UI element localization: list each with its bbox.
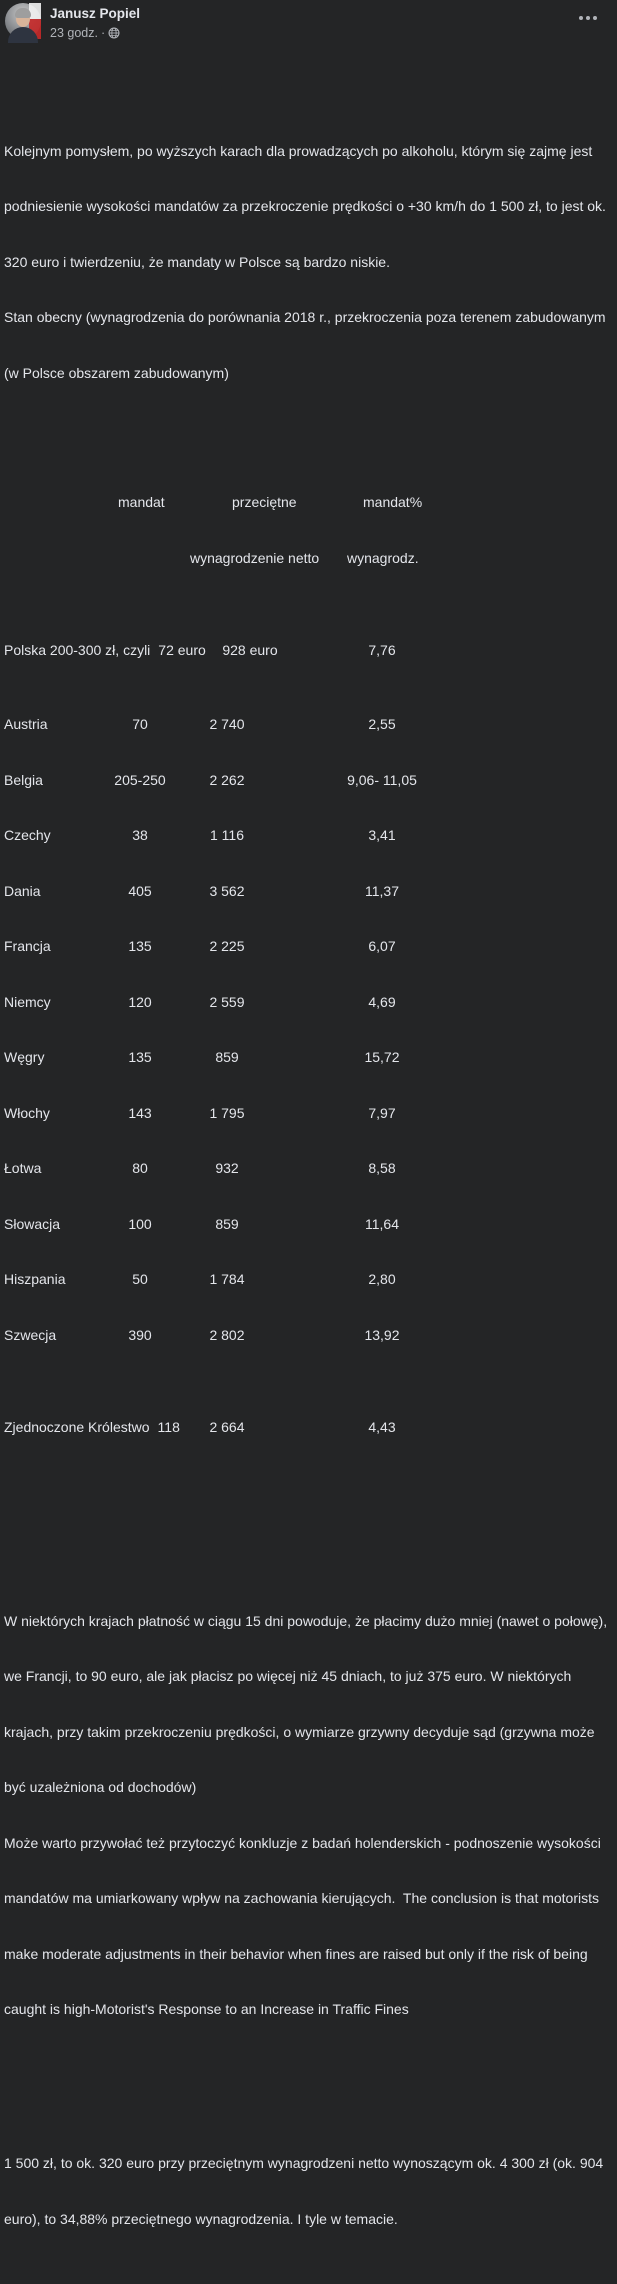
country-cell: Łotwa <box>4 1160 42 1176</box>
fine-percent-cell: 6,07 <box>368 938 396 954</box>
fine-cell: 120 <box>128 993 152 1010</box>
post-text-line: Kolejnym pomysłem, po wyższych karach dla prowadzących po alkoholu, którym się zajmę jest <box>4 142 593 159</box>
meta-separator: · <box>100 26 106 40</box>
column-header-fine: mandat <box>118 494 165 510</box>
post-text <box>4 49 617 2284</box>
fine-cell: 118 <box>157 1419 180 1435</box>
table-row <box>4 1270 617 1289</box>
fine-percent-cell: 11,37 <box>365 882 399 899</box>
country-cell: Węgry <box>4 1049 45 1065</box>
net-salary-cell: 2 262 <box>209 771 245 788</box>
net-salary-cell: 2 664 <box>209 1419 245 1435</box>
net-salary-cell: 2 559 <box>209 993 245 1010</box>
net-salary-cell: 2 802 <box>209 1326 245 1343</box>
table-row <box>4 1104 617 1123</box>
fine-percent-cell: 7,97 <box>368 1104 396 1121</box>
fine-cell: 72 euro <box>158 642 206 658</box>
fine-cell: 405 <box>128 882 152 899</box>
net-salary-cell: 1 116 <box>210 827 244 843</box>
column-header-percent: wynagrodz. <box>347 549 419 566</box>
country-cell: Francja <box>4 938 51 954</box>
country-cell: Niemcy <box>4 993 51 1010</box>
net-salary-cell: 859 <box>215 1049 239 1065</box>
fine-percent-cell: 7,76 <box>368 642 396 658</box>
post-text-line: być uzależniona od dochodów) <box>4 1779 197 1795</box>
post-header <box>0 0 617 46</box>
fine-cell: 70 <box>132 716 148 732</box>
country-cell: Czechy <box>4 827 51 843</box>
post-text-line: krajach, przy takim przekroczeniu prędkości, o wymiarze grzywny decyduje sąd (grzywna może <box>4 1723 595 1740</box>
fine-percent-cell: 9,06- 11,05 <box>347 771 417 788</box>
avatar-hair <box>15 8 31 18</box>
net-salary-cell: 2 225 <box>209 938 245 954</box>
post-text-line: Może warto przywołać też przytoczyć konkluzje z badań holenderskich - podnoszenie wysokości <box>4 1834 601 1851</box>
post-paragraph-closing <box>4 2117 617 2265</box>
fine-cell: 100 <box>128 1215 152 1232</box>
column-header-percent: mandat% <box>363 494 423 510</box>
post-meta <box>50 25 120 41</box>
net-salary-cell: 3 562 <box>209 882 245 899</box>
more-options-icon <box>579 16 597 20</box>
table-row <box>4 1048 617 1067</box>
table-row <box>4 826 617 845</box>
net-salary-cell: 928 euro <box>222 642 278 658</box>
net-salary-cell: 932 <box>215 1160 239 1176</box>
post-text-line: we Francji, to 90 euro, ale jak płacisz po więcej niż 45 dniach, to już 375 euro. W niektórych <box>4 1668 572 1684</box>
country-cell: Hiszpania <box>4 1271 66 1287</box>
fine-cell: 80 <box>132 1160 148 1176</box>
net-salary-cell: 859 <box>215 1215 239 1232</box>
post-paragraph-body <box>4 1575 617 2056</box>
table-row <box>4 1159 617 1178</box>
globe-icon <box>108 27 120 39</box>
fine-cell: 205-250 <box>114 771 166 788</box>
table-row <box>4 937 617 956</box>
fine-cell: 135 <box>128 938 152 954</box>
country-label: Polska 200-300 zł, czyli <box>4 642 151 658</box>
post-text-line: 1 500 zł, to ok. 320 euro przy przeciętnym wynagrodzeni netto wynoszącym ok. 4 300 zł (ok. 904 <box>4 2155 604 2171</box>
table-row <box>4 1418 617 1437</box>
column-header-salary: przeciętne <box>232 494 297 510</box>
country-cell: Dania <box>4 882 41 899</box>
country-cell: Włochy <box>4 1104 50 1121</box>
fine-percent-cell: 4,43 <box>368 1419 396 1435</box>
fine-cell: 38 <box>132 827 148 843</box>
country-cell <box>4 641 206 660</box>
avatar[interactable] <box>5 3 41 39</box>
post-text-line: make moderate adjustments in their behavior when fines are raised but only if the risk of being <box>4 1945 588 1962</box>
table-row <box>4 715 617 734</box>
fine-cell: 135 <box>128 1049 152 1065</box>
fine-percent-cell: 2,80 <box>368 1271 396 1287</box>
post-text-line: W niektórych krajach płatność w ciągu 15 dni powoduje, że płacimy dużo mniej (nawet o połowę), <box>4 1612 608 1629</box>
fine-percent-cell: 2,55 <box>368 716 396 732</box>
post-paragraph-intro <box>4 105 617 1511</box>
fines-table <box>4 456 617 1474</box>
post-text-line: Stan obecny (wynagrodzenia do porównania 2018 r., przekroczenia poza terenem zabudowanym <box>4 309 606 325</box>
country-cell: Szwecja <box>4 1326 57 1343</box>
fine-percent-cell: 15,72 <box>364 1049 400 1065</box>
more-options-button[interactable] <box>574 8 602 28</box>
post-text-line: 320 euro i twierdzeniu, że mandaty w Polsce są bardzo niskie. <box>4 253 390 270</box>
post-text-line: caught is high-Motorist's Response to an Increase in Traffic Fines <box>4 2001 409 2017</box>
country-cell <box>4 1418 180 1437</box>
fine-percent-cell: 8,58 <box>368 1160 396 1176</box>
table-header-row <box>4 493 617 512</box>
column-header-salary: wynagrodzenie netto <box>190 549 320 566</box>
table-header-row <box>4 549 617 568</box>
table-row <box>4 641 617 660</box>
fine-cell: 50 <box>132 1271 148 1287</box>
net-salary-cell: 1 795 <box>209 1104 245 1121</box>
fine-percent-cell: 4,69 <box>368 993 396 1010</box>
table-row <box>4 882 617 901</box>
net-salary-cell: 2 740 <box>209 716 245 732</box>
fine-percent-cell: 11,64 <box>365 1215 399 1232</box>
fine-percent-cell: 3,41 <box>368 827 396 843</box>
fine-percent-cell: 13,92 <box>364 1326 400 1343</box>
author-name[interactable]: Janusz Popiel <box>50 6 141 21</box>
country-cell: Słowacja <box>4 1215 61 1232</box>
table-row <box>4 1215 617 1234</box>
post-text-line: (w Polsce obszarem zabudowanym) <box>4 364 229 381</box>
fine-cell: 143 <box>128 1104 152 1121</box>
country-cell: Austria <box>4 716 48 732</box>
post-timestamp[interactable]: 23 godz. <box>50 26 98 40</box>
post-text-line: mandatów ma umiarkowany wpływ na zachowania kierujących. The conclusion is that motorists <box>4 1890 600 1906</box>
country-cell: Belgia <box>4 771 43 788</box>
post-text-line: podniesienie wysokości mandatów za przekroczenie prędkości o +30 km/h do 1 500 zł, to jest ok. <box>4 198 606 214</box>
table-row <box>4 993 617 1012</box>
table-row <box>4 1326 617 1345</box>
table-row <box>4 771 617 790</box>
country-label: Zjednoczone Królestwo <box>4 1419 150 1435</box>
post-text-line: euro), to 34,88% przeciętnego wynagrodzenia. I tyle w temacie. <box>4 2210 398 2227</box>
fine-cell: 390 <box>128 1326 152 1343</box>
net-salary-cell: 1 784 <box>209 1271 245 1287</box>
